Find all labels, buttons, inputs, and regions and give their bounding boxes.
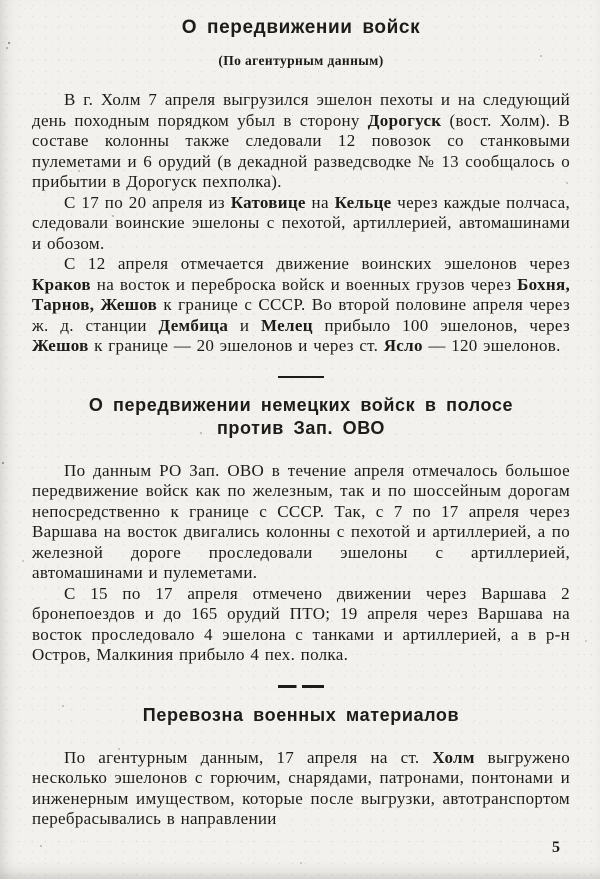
place-name-emphasis: Краков — [32, 274, 91, 294]
german-troop-movements-paragraphs — [32, 461, 570, 666]
text-run: через каждые полчаса, следовали воинские эшелоны с пехотой, артиллерией, автомашинами и обозом. — [32, 192, 571, 253]
text-run: к границе с СССР. Во второй половине апреля через ж. д. станции — [32, 295, 570, 335]
text-run: на — [305, 192, 335, 212]
text-run: прибыло 100 эшелонов, через — [312, 315, 570, 335]
place-name-emphasis: Мелец — [261, 315, 313, 335]
paragraph — [32, 461, 570, 584]
troop-movements-subheading: (По агентурным данным) — [218, 53, 384, 68]
paragraph — [32, 584, 570, 666]
troop-movements-heading: О передвижении войск — [181, 17, 421, 38]
text-run: и — [228, 315, 262, 335]
military-materials-transport-paragraphs — [32, 748, 570, 830]
text-run: В г. Холм 7 апреля выгрузился эшелон пехоты и на следующий день походным порядком убыл в сторону — [32, 90, 570, 130]
troop-movements-section — [32, 16, 570, 357]
place-name-emphasis: Жешов — [32, 336, 89, 355]
section-divider — [278, 685, 324, 688]
place-name-emphasis: Катовице — [230, 192, 306, 212]
text-run: (вост. Холм). В составе колонны также следовали 12 повозок со станковыми пулеметами и 6 орудий (в декадной разведсводке № 13 сообщалось о прибытии в Дорогуск пехполка). — [32, 110, 570, 191]
place-name-emphasis: Дорогуск — [367, 110, 442, 130]
place-name-emphasis: Дембица — [158, 315, 229, 335]
paragraph — [32, 254, 570, 357]
german-troop-movements-heading: О передвижении немецких войск в полосе против Зап. ОВО — [88, 394, 514, 438]
place-name-emphasis: Бохня, Тарнов, Жешов — [32, 274, 570, 314]
military-materials-transport-heading: Перевозна военных материалов — [142, 704, 460, 725]
german-troop-movements-section — [32, 376, 570, 666]
text-run: на восток и переброска войск и военных грузов через — [90, 274, 518, 294]
paragraph — [32, 193, 570, 255]
text-run: С 15 по 17 апреля отмечено движении через Варшава 2 бронепоездов и до 165 орудий ПТО; 19 апреля через Варшава на восток проследовало 4 эшелона с танками и артиллерией, а в р-н Остров, Малкиния прибыло 4 пех. полка. — [32, 583, 570, 664]
place-name-emphasis: Кельце — [334, 192, 392, 212]
text-run: к границе — 20 эшелонов и через ст. — [88, 336, 384, 355]
place-name-emphasis: Ясло — [383, 336, 423, 355]
text-run: С 17 по 20 апреля из — [64, 192, 231, 212]
paragraph — [32, 90, 570, 193]
text-run: — 120 эшелонов. — [422, 336, 561, 355]
military-materials-transport-section — [32, 685, 570, 830]
troop-movements-paragraphs — [32, 90, 570, 357]
text-run: С 12 апреля отмечается движение воинских эшелонов через — [64, 254, 570, 273]
text-run: По данным РО Зап. ОВО в течение апреля отмечалось большое передвижение войск как по железным, так и по шоссейным дорогам непосредственно к границе с СССР. Так, с 7 по 17 апреля через Варшава на восток двигались колонны с пехотой и артиллерией, а по железной дороге проследовали эшелоны с артиллерией, автомашинами и пулеметами. — [32, 460, 570, 582]
text-run: выгружено несколько эшелонов с горючим, снарядами, патронами, понтонами и инженерным имуществом, которые после выгрузки, автотранспортом перебрасывались в направлении — [32, 747, 571, 828]
text-run: По агентурным данным, 17 апреля на ст. — [64, 747, 433, 767]
section-divider — [278, 376, 324, 378]
page-number: 5 — [552, 839, 560, 856]
paragraph — [32, 748, 570, 830]
place-name-emphasis: Холм — [432, 747, 475, 767]
